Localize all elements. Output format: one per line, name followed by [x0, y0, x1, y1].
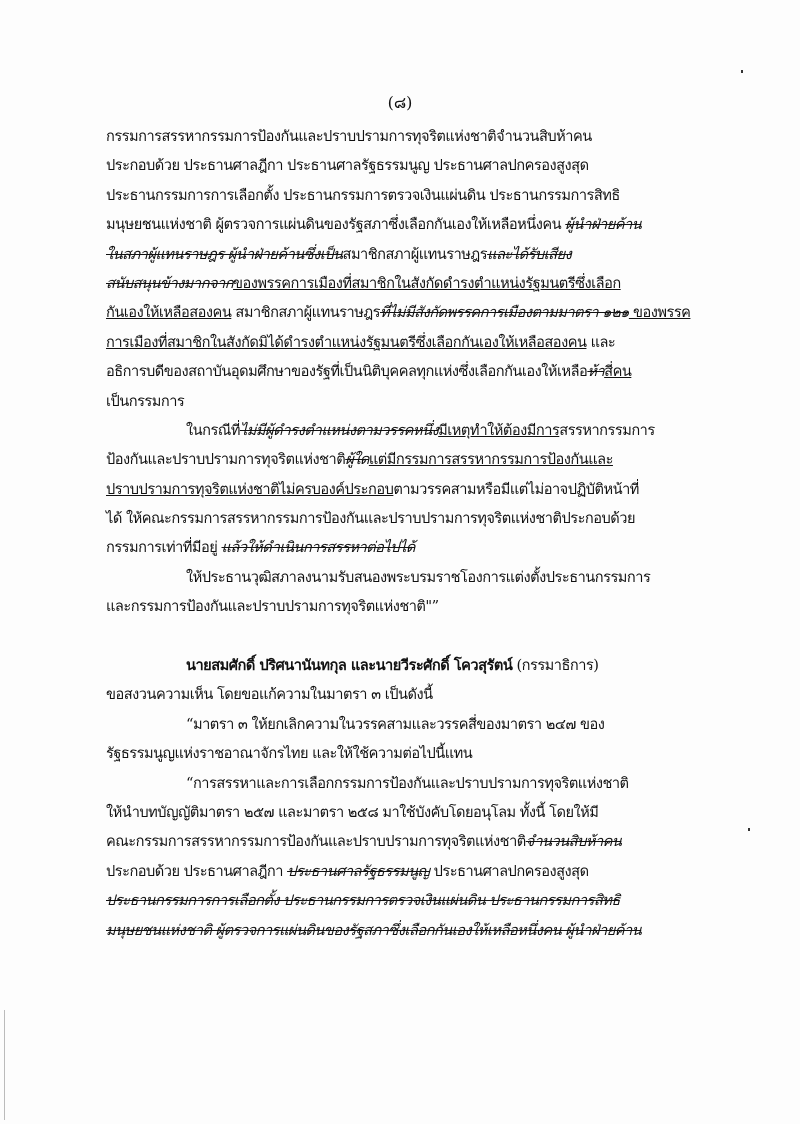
inserted-text: ของพรรค: [628, 304, 691, 322]
text-line: [106, 357, 714, 386]
deleted-text: ประธานกรรมการการเลือกตั้ง ประธานกรรมการตรวจเงินแผ่นดิน ประธานกรรมการสิทธิ: [106, 892, 620, 910]
text-run: “มาตรา ๓ ให้ยกเลิกความในวรรคสามและวรรคสี่ของมาตรา ๒๔๗ ของ: [186, 715, 605, 733]
text-line: [106, 240, 714, 269]
page-number: (๘): [387, 93, 413, 112]
text-line: [106, 563, 714, 592]
text-run: กรรมการเท่าที่มีอยู่: [106, 539, 222, 557]
text-run: ป้องกันและปราบปรามการทุจริตแห่งชาติ: [106, 451, 346, 469]
text-line: [106, 798, 714, 827]
text-run: กรรมการสรรหากรรมการป้องกันและปราบปรามการทุจริตแห่งชาติจำนวนสิบห้าคน: [106, 128, 592, 145]
deleted-text: ผู้นำฝ่ายค้าน: [565, 216, 642, 234]
text-line: [106, 739, 714, 768]
scan-speck: [741, 70, 743, 73]
text-line: [106, 827, 714, 856]
deleted-text: ห้า: [587, 363, 605, 381]
text-line: [106, 769, 714, 798]
text-run: และ: [586, 333, 616, 351]
text-run: สรรหากรรมการ: [559, 421, 655, 439]
text-line: [106, 504, 714, 533]
deleted-text: ในสภาผู้แทนราษฎร ผู้นำฝ่ายค้านซึ่งเป็น: [106, 245, 343, 263]
text-run: ประกอบด้วย ประธานศาลฎีกา ประธานศาลรัฐธรรมนูญ ประธานศาลปกครองสูงสุด: [106, 157, 589, 175]
text-line: [106, 122, 714, 151]
text-line: [106, 328, 714, 357]
text-run: ตามวรรคสามหรือมีแต่ไม่อาจปฏิบัติหน้าที่: [393, 480, 639, 498]
text-line: [106, 445, 714, 474]
text-run: ได้ ให้คณะกรรมการสรรหากรรมการป้องกันและปราบปรามการทุจริตแห่งชาติประกอบด้วย: [106, 510, 635, 528]
bold-text: นายสมศักดิ์ ปริศนานันทกุล และนายวีระศักดิ์ โควสุรัตน์: [186, 657, 513, 675]
text-line: [106, 680, 714, 709]
text-line: [106, 151, 714, 180]
text-run: ประธานกรรมการการเลือกตั้ง ประธานกรรมการตรวจเงินแผ่นดิน ประธานกรรมการสิทธิ: [106, 186, 620, 204]
text-run: ขอสงวนความเห็น โดยขอแก้ความในมาตรา ๓ เป็นดังนี้: [106, 686, 433, 704]
text-line: [106, 298, 714, 327]
inserted-text: ของพรรคการเมืองที่สมาชิกในสังกัดดำรงตำแหน่งรัฐมนตรีซึ่งเลือก: [233, 274, 621, 292]
inserted-text: มีเหตุทำให้ต้องมีการ: [438, 421, 560, 439]
deleted-text: แล้วให้ดำเนินการสรรหาต่อไปได้: [221, 539, 415, 557]
scan-speck: [748, 828, 750, 831]
text-line: [106, 269, 714, 298]
text-run: “การสรรหาและการเลือกกรรมการป้องกันและปราบปรามการทุจริตแห่งชาติ: [186, 774, 629, 792]
text-run: ให้นำบทบัญญัติมาตรา ๒๕๗ และมาตรา ๒๕๘ มาใช้บังคับโดยอนุโลม ทั้งนี้ โดยให้มี: [106, 803, 599, 821]
deleted-text: ผู้ใด: [345, 451, 369, 469]
scan-edge-line: [4, 1010, 5, 1120]
deleted-text: และได้รับเสียง: [487, 245, 572, 263]
text-run: สมาชิกสภาผู้แทนราษฎร: [231, 304, 380, 322]
text-line: [106, 886, 714, 915]
text-line: [106, 475, 714, 504]
text-line: [106, 916, 714, 945]
deleted-text: มนุษยชนแห่งชาติ ผู้ตรวจการแผ่นดินของรัฐสภาซึ่งเลือกกันเองให้เหลือหนึ่งคน ผู้นำฝ่ายค้าน: [106, 921, 642, 939]
text-line: [106, 710, 714, 739]
text-line: [106, 210, 714, 239]
text-line: [106, 857, 714, 886]
inserted-text: ปราบปรามการทุจริตแห่งชาติไม่ครบองค์ประกอบ: [106, 480, 394, 498]
inserted-text: สี่คน: [604, 363, 632, 381]
text-line: [106, 387, 714, 416]
inserted-text: กันเองให้เหลือสองคน: [106, 304, 232, 322]
deleted-text: สนับสนุนข้างมากจาก: [106, 274, 234, 292]
text-line: [106, 181, 714, 210]
text-run: รัฐธรรมนูญแห่งราชอาณาจักรไทย และให้ใช้ความต่อไปนี้แทน: [106, 745, 473, 763]
text-run: เป็นกรรมการ: [106, 392, 185, 410]
text-run: ในกรณีที่: [186, 421, 240, 439]
text-run: มนุษยชนแห่งชาติ ผู้ตรวจการแผ่นดินของรัฐสภาซึ่งเลือกกันเองให้เหลือหนึ่งคน: [106, 216, 566, 234]
text-run: และกรรมการป้องกันและปราบปรามการทุจริตแห่งชาติ"”: [106, 598, 439, 616]
inserted-text: แต่มีกรรมการสรรหากรรมการป้องกันและ: [368, 451, 613, 469]
text-line: [106, 592, 714, 621]
text-run: คณะกรรมการสรรหากรรมการป้องกันและปราบปรามการทุจริตแห่งชาติ: [106, 833, 526, 851]
document-body: [106, 122, 714, 945]
deleted-text: ประธานศาลรัฐธรรมนูญ: [287, 862, 430, 880]
text-line: [106, 416, 714, 445]
text-run: ให้ประธานวุฒิสภาลงนามรับสนองพระบรมราชโองการแต่งตั้งประธานกรรมการ: [186, 568, 651, 586]
text-run: ประธานศาลปกครองสูงสุด: [429, 862, 589, 880]
text-line: [106, 533, 714, 562]
deleted-text: ไม่มีผู้ดำรงตำแหน่งตามวรรคหนึ่ง: [239, 421, 439, 439]
text-run: ประกอบด้วย ประธานศาลฎีกา: [106, 862, 288, 880]
inserted-text: การเมืองที่สมาชิกในสังกัดมิได้ดำรงตำแหน่งรัฐมนตรีซึ่งเลือกกันเองให้เหลือสองคน: [106, 333, 587, 351]
text-run: สมาชิกสภาผู้แทนราษฎร: [342, 245, 488, 263]
text-line: [106, 651, 714, 680]
text-run: อธิการบดีของสถาบันอุดมศึกษาของรัฐที่เป็นนิติบุคคลทุกแห่งซึ่งเลือกกันเองให้เหลือ: [106, 363, 588, 381]
deleted-text: จำนวนสิบห้าคน: [525, 833, 622, 851]
text-run: (กรรมาธิการ): [512, 657, 599, 675]
deleted-text: ที่ไม่มีสังกัดพรรคการเมืองตามมาตรา ๑๒๑: [379, 304, 629, 322]
